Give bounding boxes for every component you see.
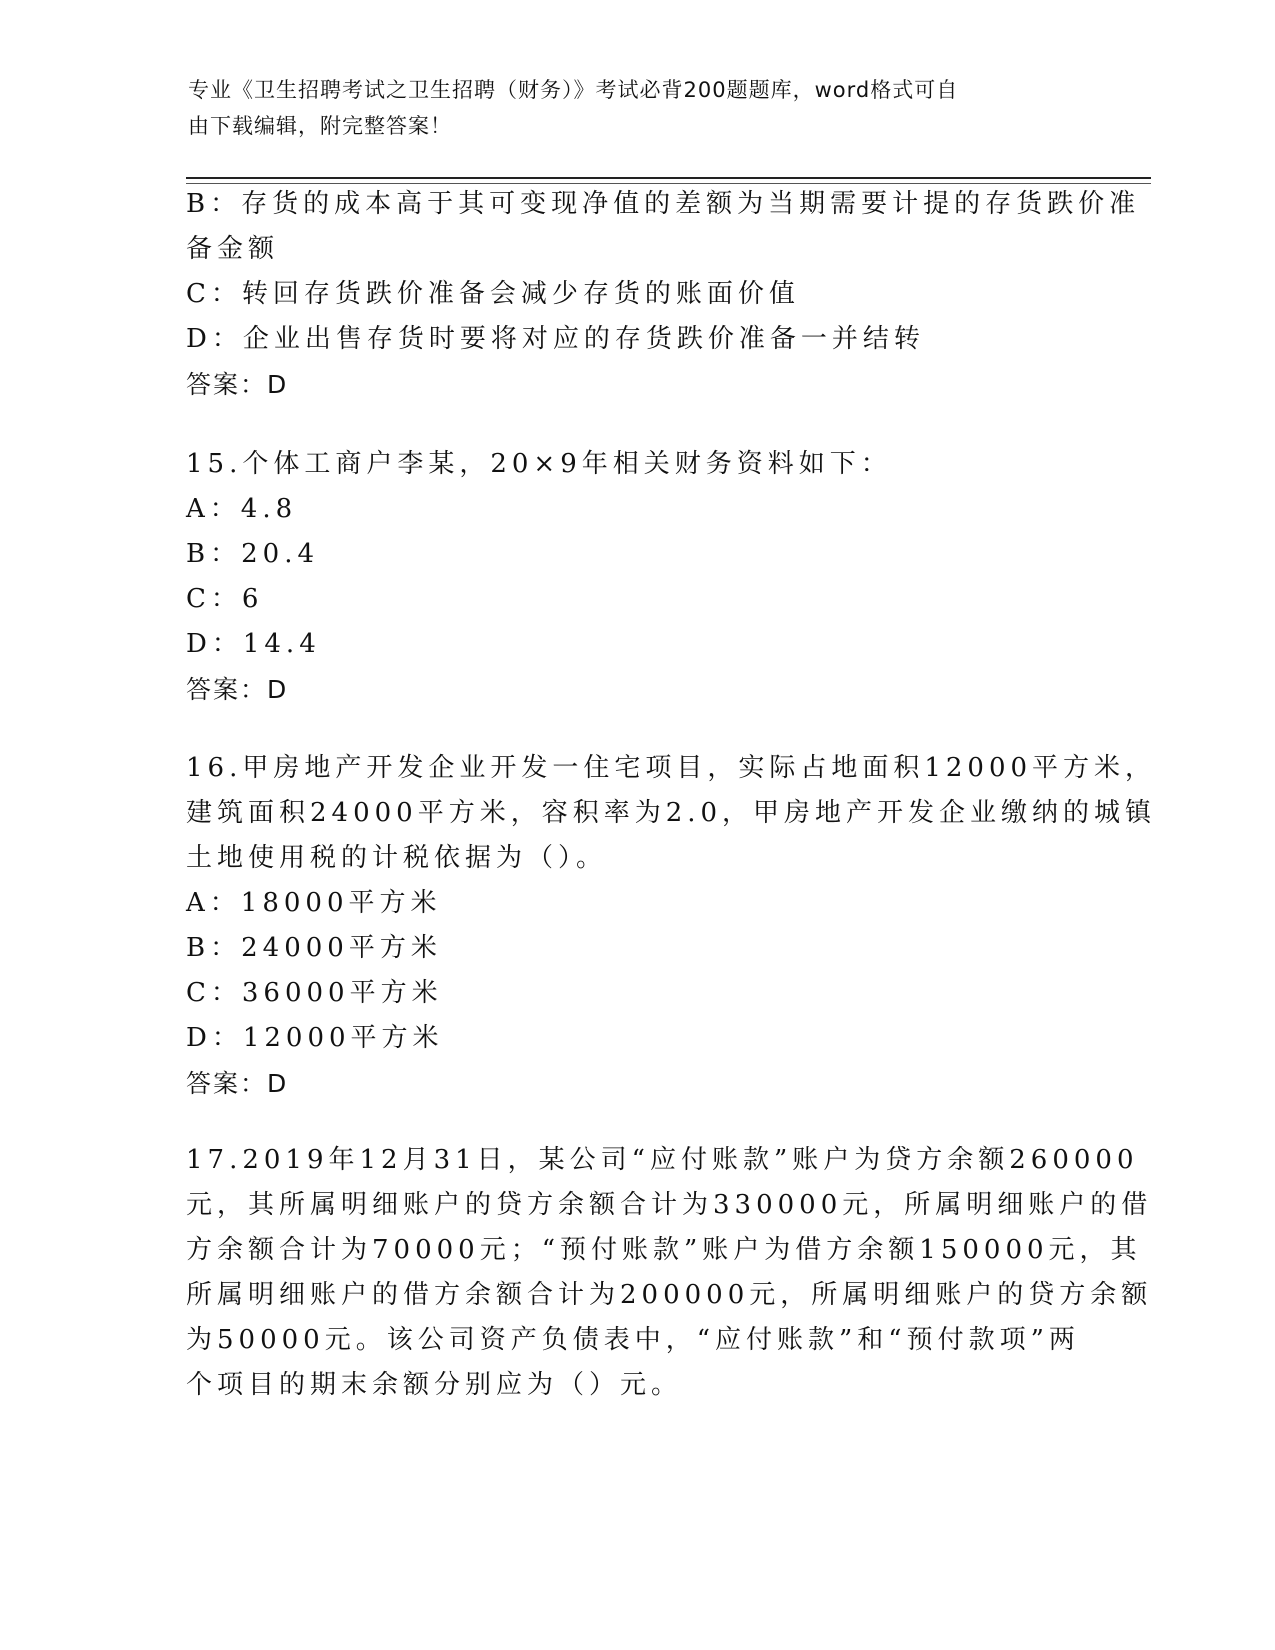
q14-answer: 答案：D (186, 370, 289, 399)
question-16 (186, 746, 1157, 1106)
q15-option-d: D：14.4 (186, 629, 321, 659)
q16-option-c: C：36000平方米 (186, 978, 443, 1008)
header-line-2: 由下载编辑，附完整答案！ (188, 114, 452, 138)
q15-option-a: A：4.8 (186, 494, 298, 524)
q15-answer: 答案：D (186, 675, 289, 704)
q17-stem-line-4: 所属明细账户的借方余额合计为200000元，所属明细账户的贷方余额 (186, 1280, 1153, 1310)
q15-option-b: B：20.4 (186, 539, 319, 569)
q17-stem-line-2: 元，其所属明细账户的贷方余额合计为330000元，所属明细账户的借 (186, 1190, 1153, 1220)
q16-stem-line-2: 建筑面积24000平方米，容积率为2.0，甲房地产开发企业缴纳的城镇 (186, 798, 1157, 828)
q16-option-a: A：18000平方米 (186, 888, 442, 918)
q17-stem-line-6: 个项目的期末余额分别应为（）元。 (186, 1370, 683, 1400)
header-line-1: 专业《卫生招聘考试之卫生招聘（财务）》考试必背200题题库，word格式可自 (188, 78, 959, 102)
document-header (188, 72, 1068, 144)
q15-option-c: C：6 (186, 584, 264, 614)
q16-stem-line-1: 16.甲房地产开发企业开发一住宅项目，实际占地面积12000平方米， (186, 753, 1157, 783)
question-17 (186, 1138, 1153, 1408)
q14-option-b-line-2: 备金额 (186, 234, 280, 264)
q14-option-d: D：企业出售存货时要将对应的存货跌价准备一并结转 (186, 324, 925, 354)
q17-stem-line-1: 17.2019年12月31日，某公司“应付账款”账户为贷方余额260000 (186, 1145, 1139, 1175)
q14-option-b-line-1: B：存货的成本高于其可变现净值的差额为当期需要计提的存货跌价准 (186, 189, 1141, 219)
question-14-tail (186, 182, 1141, 407)
q14-option-c: C：转回存货跌价准备会减少存货的账面价值 (186, 279, 800, 309)
q17-stem-line-5: 为50000元。该公司资产负债表中，“应付账款”和“预付款项”两 (186, 1325, 1080, 1355)
q15-stem: 15.个体工商户李某，20×9年相关财务资料如下： (186, 449, 892, 479)
q16-option-b: B：24000平方米 (186, 933, 442, 963)
q16-option-d: D：12000平方米 (186, 1023, 444, 1053)
header-rule-thick (186, 177, 1151, 179)
q17-stem-line-3: 方余额合计为70000元；“预付账款”账户为借方余额150000元，其 (186, 1235, 1142, 1265)
q16-answer: 答案：D (186, 1069, 289, 1098)
q16-stem-line-3: 土地使用税的计税依据为（）。 (186, 843, 608, 873)
question-15 (186, 442, 1086, 712)
